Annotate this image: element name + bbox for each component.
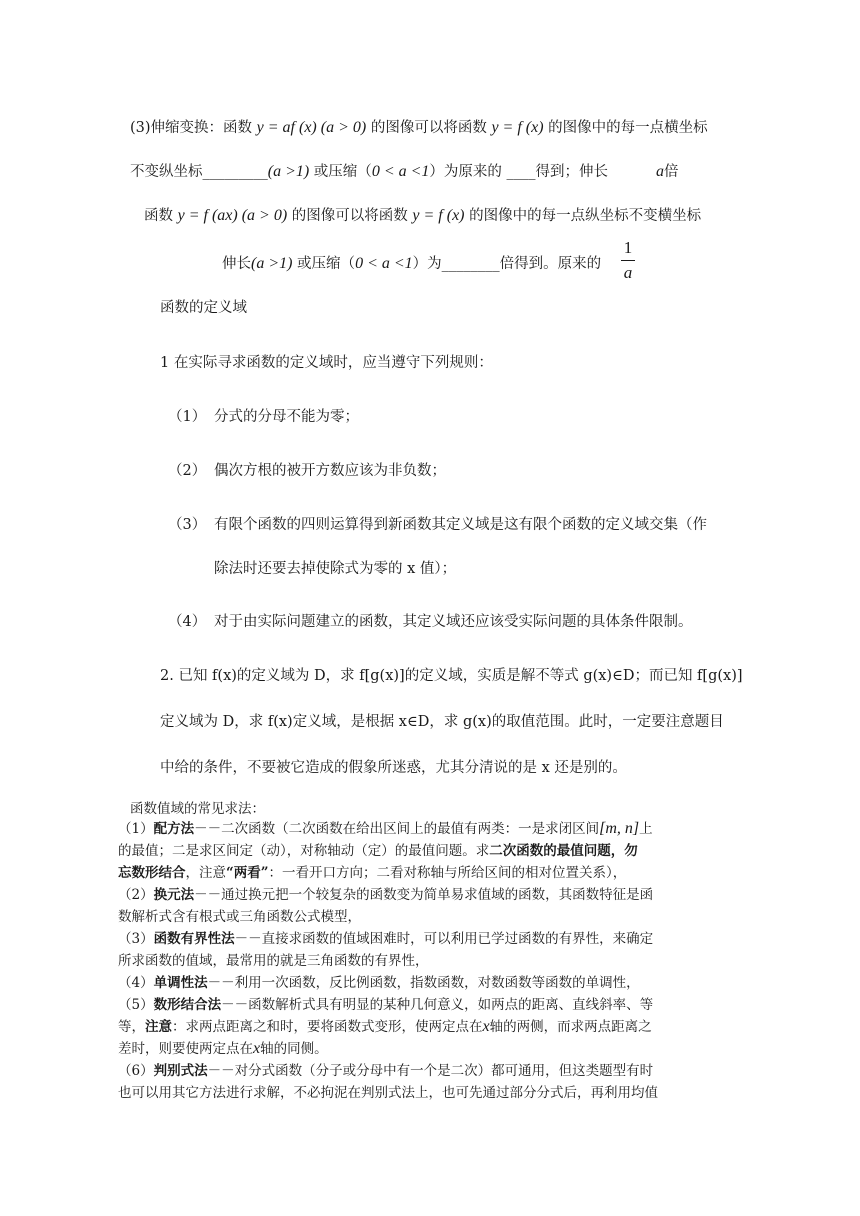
domain-rule-intro: 1 在实际寻求函数的定义域时，应当遵守下列规则：	[160, 355, 493, 371]
method-1-line3	[118, 864, 626, 882]
method-name: 单调性法	[153, 975, 208, 991]
text: ）为原来的	[429, 164, 507, 180]
text-bold: 二次函数的最值问题，勿	[489, 843, 638, 859]
domain-title: 函数的定义域	[160, 300, 247, 316]
text: －－二次函数（二次函数在给出区间上的最值有两类：一是求闭区间	[194, 821, 600, 837]
text: 轴的两侧，而求两点距离之	[489, 1019, 652, 1035]
text: 得到；伸长	[535, 164, 609, 180]
text-bold: 注意	[145, 1019, 172, 1035]
frac-bar	[621, 260, 635, 261]
blank: ________	[441, 256, 500, 272]
method-num: （5）	[118, 997, 154, 1013]
text: －－直接求函数的值域困难时，可以利用已学过函数的有界性，来确定	[234, 931, 654, 947]
rule-num: （2）	[168, 463, 207, 479]
text: 伸长	[222, 256, 251, 272]
method-4-line1	[118, 974, 640, 992]
domain2-line3: 中给的条件，不要被它造成的假象所迷惑，尤其分清说的是 x 还是别的。	[160, 760, 627, 776]
method-num: （3）	[118, 931, 154, 947]
s3-line3	[144, 206, 701, 226]
blank: ____	[506, 164, 536, 180]
rule-text: 分式的分母不能为零；	[214, 409, 359, 425]
frac-num: 1	[623, 238, 633, 257]
math: y = f (x)	[412, 207, 465, 224]
text: －－函数解析式具有明显的某种几何意义，如两点的距离、直线斜率、等	[221, 997, 654, 1013]
s3-line1	[130, 118, 708, 138]
rule-text: 偶次方根的被开方数应该为非负数；	[214, 463, 446, 479]
text: 不变纵坐标	[130, 164, 203, 180]
text: ，注意	[185, 865, 226, 881]
method-name: 判别式法	[153, 1063, 208, 1079]
rule-num: （4）	[168, 614, 207, 630]
text: 差时，则要使两定点在	[118, 1041, 253, 1057]
text: 上	[639, 821, 653, 837]
method-name: 换元法	[153, 887, 195, 903]
text: 函数	[144, 208, 178, 224]
method-3-line2: 所求函数的值域，最常用的就是三角函数的有界性，	[118, 953, 429, 969]
method-2-line1	[118, 886, 653, 904]
text: (3)伸缩变换：函数	[130, 120, 257, 136]
text: 等，	[118, 1019, 145, 1035]
text: 的图像中的每一点纵坐标不变横坐标	[464, 208, 702, 224]
method-1-line1	[118, 820, 653, 838]
text: ：一看开口方向；二看对称轴与所给区间的相对位置关系），	[268, 865, 627, 881]
text-bold: “两看”	[226, 865, 269, 881]
method-5-line2	[118, 1018, 652, 1036]
rule-3	[168, 515, 707, 535]
rule-1	[168, 407, 359, 427]
math: y = af (x) (a > 0)	[256, 119, 367, 136]
rule-text: 对于由实际问题建立的函数，其定义域还应该受实际问题的具体条件限制。	[214, 614, 693, 630]
text: 或压缩（	[292, 256, 356, 272]
rule-3-cont	[214, 559, 456, 579]
math: y = f (ax) (a > 0)	[177, 207, 288, 224]
rule-num: （1）	[168, 409, 207, 425]
method-name: 配方法	[153, 821, 195, 837]
text: 倍得到。原来的	[499, 256, 602, 272]
text: 的图像可以将函数	[287, 208, 413, 224]
text: 的最值；二是求区间定（动），对称轴动（定）的最值问题。求	[118, 843, 490, 859]
method-name: 函数有界性法	[153, 931, 235, 947]
range-title: 函数值域的常见求法：	[130, 801, 265, 817]
math: (a >1)	[267, 163, 310, 180]
math: 0 < a <1	[371, 163, 430, 180]
text-bold: 忘数形结合	[118, 865, 186, 881]
domain2-line2: 定义域为 D，求 f(x)定义域，是根据 x∈D，求 g(x)的取值范围。此时，一定要注意题目	[160, 714, 724, 730]
text: ：求两点距离之和时，要将函数式变形，使两定点在	[172, 1019, 483, 1035]
method-num: （4）	[118, 975, 154, 991]
rule-2	[168, 461, 446, 481]
text: 的图像中的每一点横坐标	[543, 120, 708, 136]
s3-line4	[222, 254, 601, 274]
text: 倍	[664, 164, 679, 180]
method-num: （1）	[118, 821, 154, 837]
text: －－通过换元把一个较复杂的函数变为简单易求值域的函数，其函数特征是函	[194, 887, 654, 903]
math: x	[482, 1018, 490, 1035]
domain2-line1: 2. 已知 f(x)的定义域为 D，求 f[g(x)]的定义域，实质是解不等式 g(x)∈D；而已知 f[g(x)]	[160, 668, 743, 684]
method-6-line2: 也可以用其它方法进行求解，不必拘泥在判别式法上，也可先通过部分分式后，再利用均值	[118, 1085, 658, 1101]
rule-text: 有限个函数的四则运算得到新函数其定义域是这有限个函数的定义域交集（作	[214, 517, 707, 533]
s3-line2	[130, 162, 679, 182]
text: 的图像可以将函数	[366, 120, 492, 136]
text: 或压缩（	[309, 164, 372, 180]
method-6-line1	[118, 1062, 653, 1080]
text: －－利用一次函数，反比例函数，指数函数，对数函数等函数的单调性，	[207, 975, 640, 991]
method-5-line1	[118, 996, 653, 1014]
method-name: 数形结合法	[153, 997, 222, 1013]
method-3-line1	[118, 930, 653, 948]
math: (a >1)	[251, 255, 293, 272]
method-1-line2	[118, 842, 638, 860]
text: ）为	[412, 256, 442, 272]
fraction-1-over-a	[621, 238, 635, 283]
method-num: （6）	[118, 1063, 154, 1079]
math: y = f (x)	[491, 119, 544, 136]
rule-4	[168, 612, 693, 632]
math: x	[253, 1040, 261, 1057]
method-5-line3	[118, 1040, 328, 1058]
method-num: （2）	[118, 887, 154, 903]
text: －－对分式函数（分子或分母中有一个是二次）都可通用，但这类题型有时	[207, 1063, 654, 1079]
math: [m, n]	[599, 820, 640, 837]
math: 0 < a <1	[355, 255, 413, 272]
frac-den: a	[623, 263, 633, 282]
rule-text: 除法时还要去掉使除式为零的 x 值）；	[214, 561, 457, 577]
text: 轴的同侧。	[260, 1041, 328, 1057]
method-2-line2: 数解析式含有根式或三角函数公式模型，	[118, 909, 361, 925]
blank: _________	[202, 164, 268, 180]
math: a	[656, 163, 665, 180]
rule-num: （3）	[168, 517, 207, 533]
